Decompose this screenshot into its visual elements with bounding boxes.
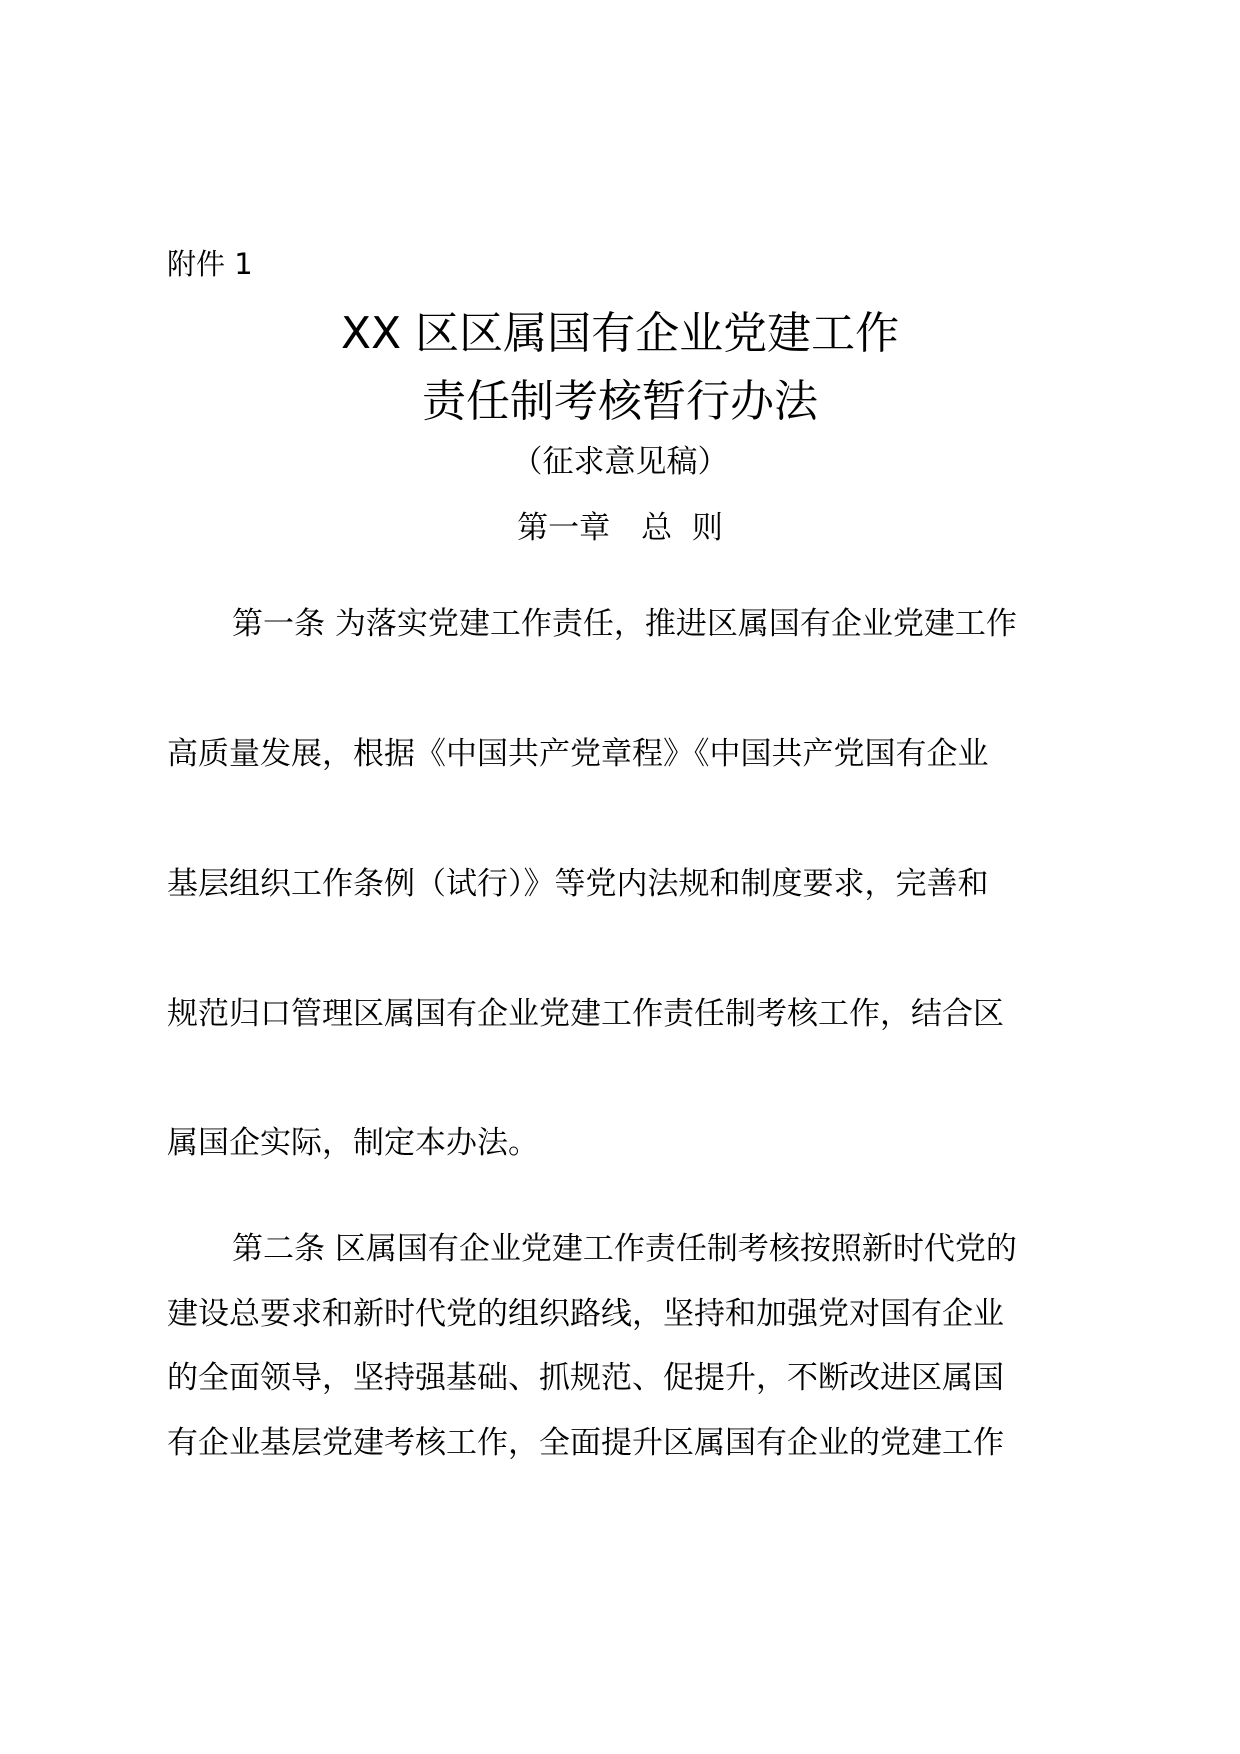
article-1-line-1: 第一条 为落实党建工作责任，推进区属国有企业党建工作 — [232, 606, 1017, 642]
article-2-line-1: 第二条 区属国有企业党建工作责任制考核按照新时代党的 — [232, 1231, 1017, 1267]
article-2-line-3: 的全面领导，坚持强基础、抓规范、促提升，不断改进区属国 — [167, 1360, 1004, 1396]
article-2-line-4: 有企业基层党建考核工作，全面提升区属国有企业的党建工作 — [167, 1425, 1004, 1461]
attachment-label: 附件 1 — [167, 247, 253, 281]
article-2-line-2: 建设总要求和新时代党的组织路线，坚持和加强党对国有企业 — [167, 1296, 1004, 1332]
document-title-line-1: XX 区区属国有企业党建工作 — [340, 308, 900, 359]
chapter-heading: 第一章 总 则 — [517, 510, 723, 546]
article-1-line-4: 规范归口管理区属国有企业党建工作责任制考核工作，结合区 — [167, 996, 1004, 1032]
article-1-line-2: 高质量发展，根据《中国共产党章程》《中国共产党国有企业 — [167, 736, 989, 772]
document-title-line-2: 责任制考核暂行办法 — [422, 376, 818, 427]
draft-subtitle: （征求意见稿） — [511, 444, 729, 480]
article-1-line-5: 属国企实际，制定本办法。 — [167, 1125, 539, 1161]
article-1-line-3: 基层组织工作条例（试行）》等党内法规和制度要求，完善和 — [167, 866, 989, 902]
